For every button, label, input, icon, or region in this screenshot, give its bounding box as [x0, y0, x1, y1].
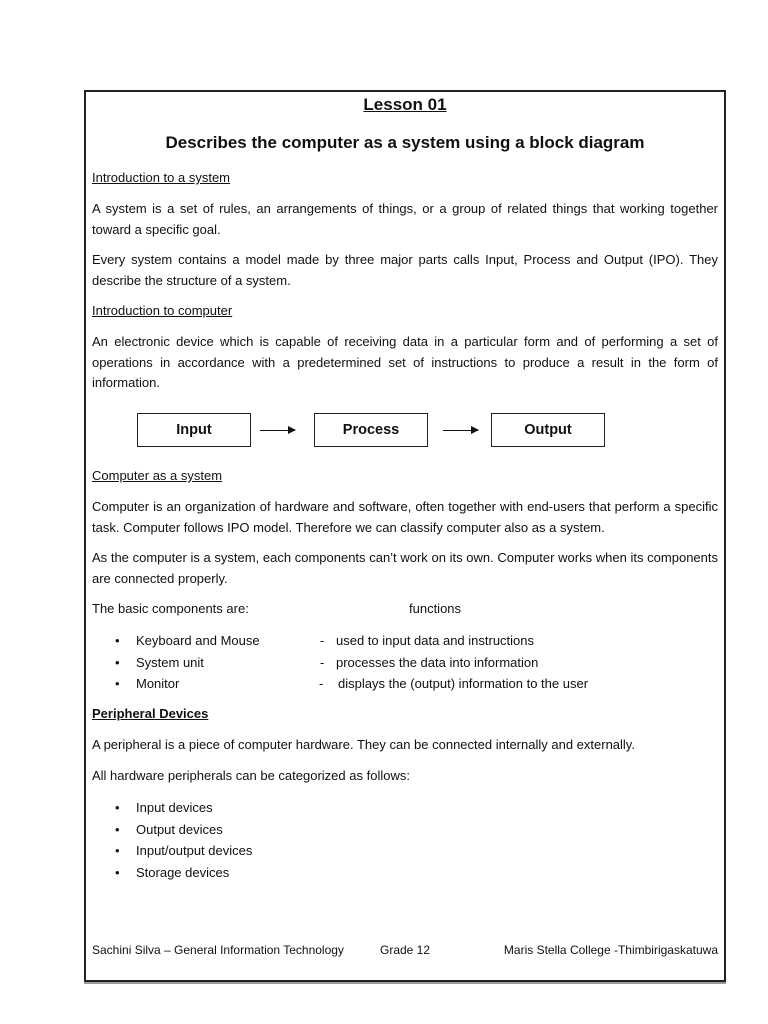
bullet-icon: • [115, 676, 120, 691]
lesson-number: Lesson 01 [363, 95, 447, 114]
ipo-output-box: Output [491, 413, 605, 447]
bullet-icon: • [115, 843, 120, 858]
component-name: Keyboard and Mouse [136, 633, 260, 648]
bullet-icon: • [115, 800, 120, 815]
bullet-icon: • [115, 633, 120, 648]
component-function: processes the data into information [336, 654, 539, 670]
peripheral-paragraph-1: A peripheral is a piece of computer hardware. They can be connected internally and externally. [92, 737, 635, 752]
footer-grade: Grade 12 [380, 943, 431, 957]
category-name: Storage devices [136, 864, 230, 880]
list-item [92, 862, 718, 884]
computer-system-paragraph-2: As the computer is a system, each components can’t work on its own. Computer works when its components are connected properly. [92, 550, 718, 586]
computer-system-paragraph-1: Computer is an organization of hardware and software, often together with end-users that perform a specific task. Computer follows IPO model. Therefore we can classify computer also as a system. [92, 499, 718, 535]
ipo-input-box: Input [137, 413, 251, 447]
list-item [92, 819, 718, 841]
list-item [92, 840, 718, 862]
list-item [92, 630, 718, 652]
components-list [92, 630, 718, 695]
intro-computer-paragraph: An electronic device which is capable of receiving data in a particular form and of performing a set of operations in accordance with a predetermined set of instructions to produce a result in the form of information. [92, 334, 718, 390]
footer-author: Sachini Silva – General Information Technology [92, 943, 344, 957]
page-title: Describes the computer as a system using a block diagram [165, 133, 645, 152]
intro-system-heading: Introduction to a system [92, 170, 231, 185]
intro-computer-heading: Introduction to computer [92, 303, 233, 318]
peripheral-heading: Peripheral Devices [92, 706, 209, 721]
arrow-right-icon [260, 430, 295, 431]
component-function: displays the (output) information to the user [338, 676, 589, 691]
dash-separator: - [320, 633, 325, 648]
functions-label: functions [409, 601, 462, 616]
arrow-right-icon [443, 430, 478, 431]
intro-system-paragraph-2: Every system contains a model made by three major parts calls Input, Process and Output (IPO). They describe the structure of a system. [92, 252, 718, 288]
component-name: Monitor [136, 676, 180, 691]
ipo-process-box: Process [314, 413, 428, 447]
category-name: Input/output devices [136, 843, 253, 858]
list-item [92, 797, 718, 819]
list-item [92, 673, 718, 695]
bullet-icon: • [115, 654, 120, 670]
dash-separator: - [319, 676, 324, 691]
peripheral-paragraph-2: All hardware peripherals can be categorized as follows: [92, 768, 410, 783]
bullet-icon: • [115, 821, 120, 837]
list-item [92, 652, 718, 674]
peripheral-categories-list [92, 797, 718, 883]
category-name: Input devices [136, 800, 213, 815]
footer-school: Maris Stella College -Thimbirigaskatuwa [503, 943, 718, 957]
category-name: Output devices [136, 821, 223, 837]
component-function: used to input data and instructions [336, 633, 535, 648]
dash-separator: - [320, 654, 325, 670]
bullet-icon: • [115, 864, 120, 880]
page-frame [84, 90, 726, 982]
component-name: System unit [136, 654, 204, 670]
intro-system-paragraph-1: A system is a set of rules, an arrangements of things, or a group of related things that working together toward a specific goal. [92, 201, 718, 237]
computer-system-heading: Computer as a system [92, 468, 223, 483]
basic-components-label: The basic components are: [92, 601, 249, 616]
